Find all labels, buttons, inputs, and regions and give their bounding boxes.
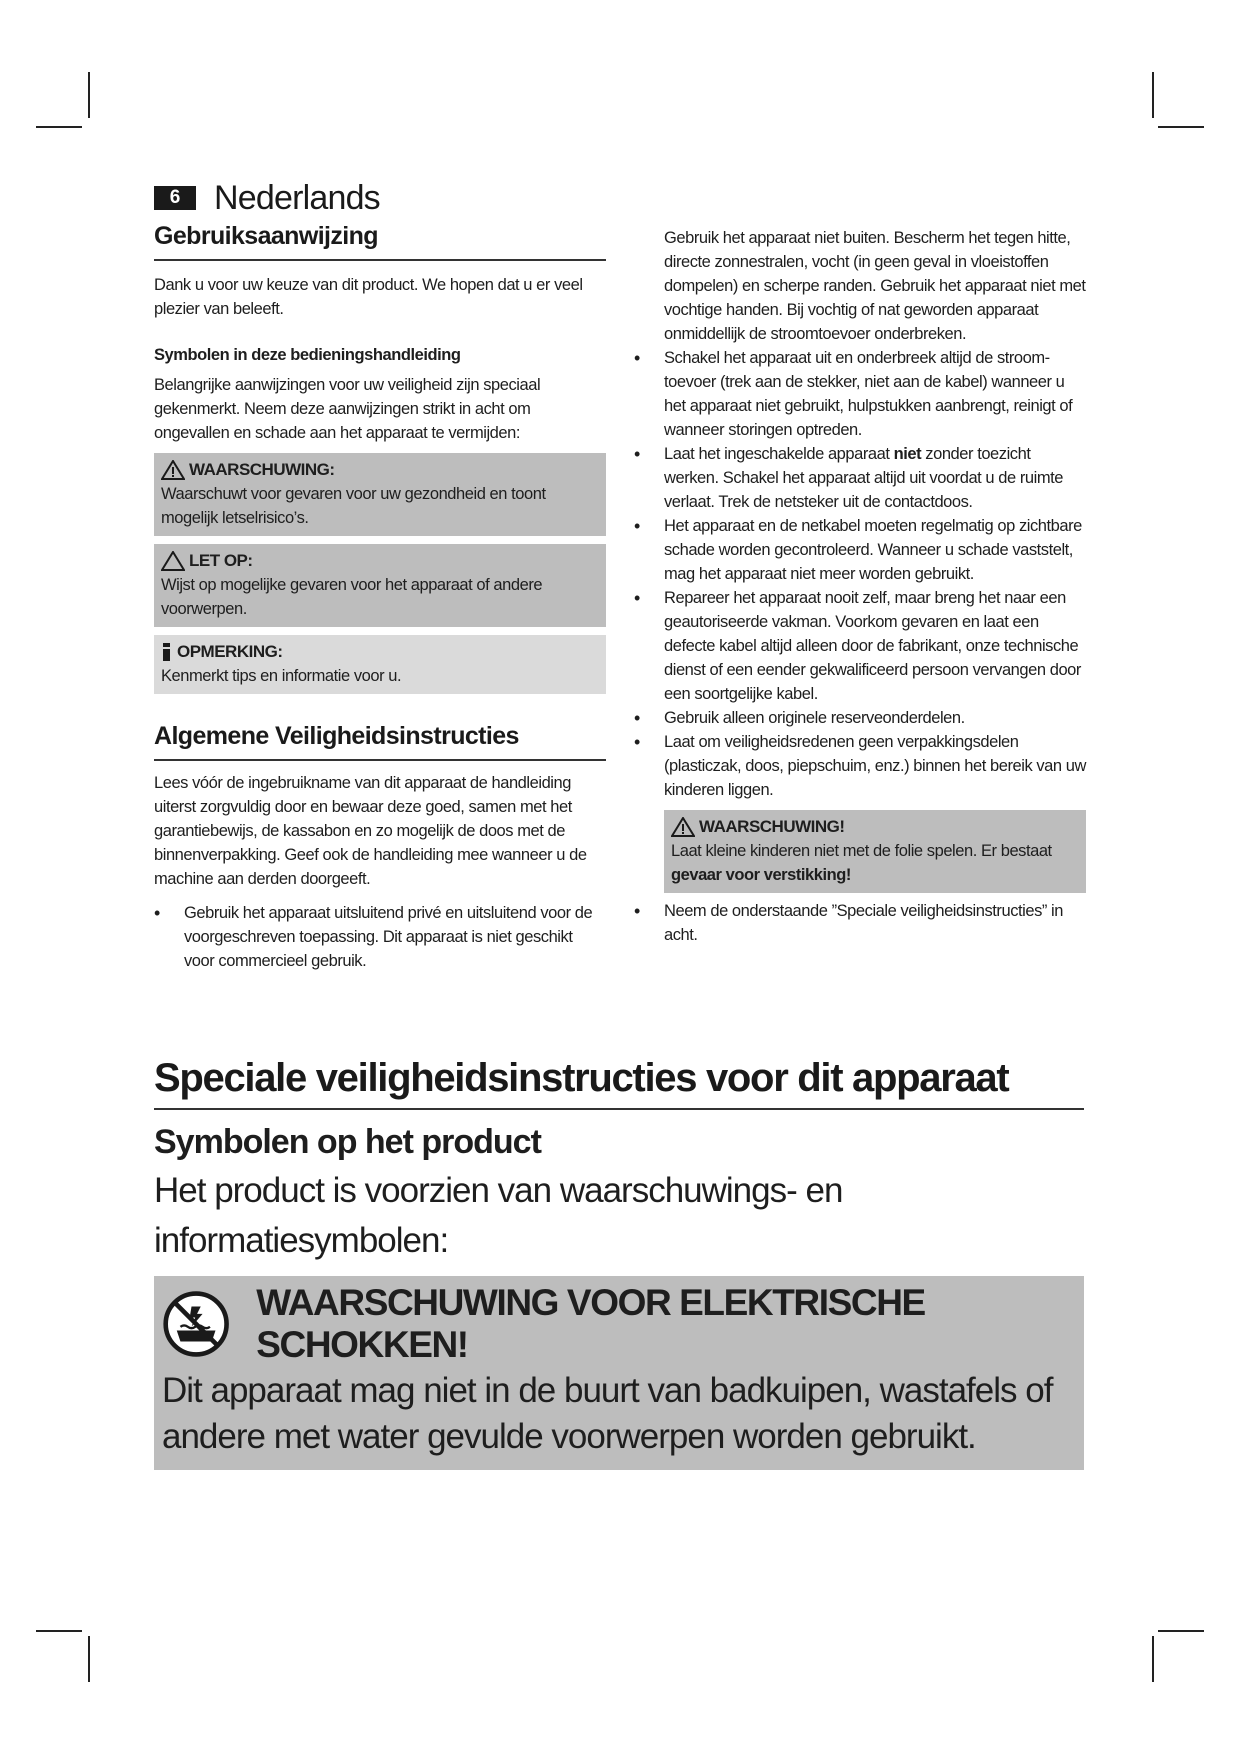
safety-title: Algemene Veiligheidsinstructies <box>154 722 606 761</box>
child-warning-text <box>671 839 1079 887</box>
page-header <box>154 178 380 218</box>
continued-text: Gebruik het apparaat niet buiten. Bescherm het tegen hitte, directe zonnestralen, vocht (in geen geval in vloeistoffen dompelen) en scherpe randen. Gebruik het apparaat niet met vochtige handen. Bij vochtig of nat geworden apparaat onmiddellijk de stroomtoevoer onderbreken. <box>664 229 1086 343</box>
warning-text: Waarschuwt voor gevaren voor uw gezondheid en toont mogelijk letselrisico’s. <box>161 485 546 527</box>
symbols-text: Belangrijke aanwijzingen voor uw veiligheid zijn speciaal gekenmerkt. Neem deze aanwijzingen strikt in acht om ongevallen en schade aan het apparaat te vermijden: <box>154 376 541 442</box>
crop-mark <box>1158 126 1204 128</box>
list-item-text: Laat het ingeschakelde apparaat <box>664 445 894 463</box>
warning-triangle-icon <box>161 460 185 480</box>
product-symbols-lead: Het product is voorzien van waarschuwings- en informatiesymbolen: <box>154 1171 843 1260</box>
crop-mark <box>88 1636 90 1682</box>
right-column <box>634 226 1086 947</box>
safety-intro: Lees vóór de ingebruikname van dit apparaat de handleiding uiterst zorgvuldig door en bewaar deze goed, samen met het garantiebewijs, de kassabon en zo mogelijk de doos met de binnenverpakking. Geef ook de handleiding mee wanneer u de machine aan derden doorgeeft. <box>154 774 587 888</box>
list-item: • Repareer het apparaat nooit zelf, maar breng het naar een geautoriseerde vakman. Voorkom gevaren en laat een defecte kabel altijd alleen door de fabrikant, onze technische dienst of een eender gekwalificeerd persoon vervangen door een soortgelijke kabel. <box>634 586 1086 706</box>
caution-text: Wijst op mogelijke gevaren voor het apparaat of andere voorwerpen. <box>161 576 543 618</box>
note-box <box>154 635 606 694</box>
info-icon <box>161 642 173 662</box>
caution-title: LET OP: <box>189 551 253 570</box>
special-title: Speciale veiligheidsinstructies voor dit apparaat <box>154 1050 1084 1110</box>
child-warning-box <box>664 810 1086 893</box>
caution-box <box>154 544 606 627</box>
crop-mark <box>36 126 82 128</box>
caution-triangle-icon <box>161 551 185 571</box>
list-item: • Schakel het apparaat uit en onderbreek altijd de stroom-toevoer (trek aan de stekker, niet aan de kabel) wanneer u het apparaat niet gebruikt, hulpstukken aanbrengt, reinigt of wanneer storingen optreden. <box>634 346 1086 442</box>
crop-mark <box>1152 1636 1154 1682</box>
right-bullets <box>634 346 1086 802</box>
list-item <box>634 442 1086 514</box>
special-section <box>154 1050 1084 1470</box>
warning-triangle-icon <box>671 817 695 837</box>
no-water-bath-icon <box>162 1287 230 1361</box>
crop-mark <box>1158 1630 1204 1632</box>
left-column <box>154 222 606 973</box>
list-item-text: zonder toezicht werken. Schakel het apparaat altijd uit voordat u de ruimte verlaat. Trek de netsteker uit de contactdoos. <box>664 445 1064 511</box>
note-title-row <box>161 640 599 664</box>
crop-mark <box>88 72 90 118</box>
warning-title-row <box>161 458 599 482</box>
shock-warning-text: Dit apparaat mag niet in de buurt van badkuipen, wastafels of andere met water gevulde voorwerpen worden gebruikt. <box>162 1371 1053 1456</box>
shock-warning-header <box>162 1284 1076 1364</box>
shock-warning-box <box>154 1276 1084 1470</box>
crop-mark <box>1152 72 1154 118</box>
list-item-emphasis: niet <box>893 445 922 463</box>
list-item: • Het apparaat en de netkabel moeten regelmatig op zichtbare schade worden gecontroleerd. Wanneer u schade vaststelt, mag het apparaat niet meer worden gebruikt. <box>634 514 1086 586</box>
note-title: OPMERKING: <box>177 642 283 661</box>
list-item: • Laat om veiligheidsredenen geen verpakkingsdelen (plasticzak, doos, piepschuim, enz.) binnen het bereik van uw kinderen liggen. <box>634 730 1086 802</box>
child-warning-title-row <box>671 815 1079 839</box>
child-warning-body: Laat kleine kinderen niet met de folie spelen. Er bestaat <box>671 842 1052 860</box>
caution-title-row <box>161 549 599 573</box>
right-bullets-end <box>634 899 1086 947</box>
note-text: Kenmerkt tips en informatie voor u. <box>161 667 402 685</box>
shock-warning-title: WAARSCHUWING VOOR ELEKTRISCHE SCHOKKEN! <box>256 1282 925 1365</box>
product-symbols-title: Symbolen op het product <box>154 1123 541 1161</box>
warning-title: WAARSCHUWING: <box>189 460 335 479</box>
list-item: • Gebruik alleen originele reserveonderdelen. <box>634 706 1086 730</box>
crop-mark <box>36 1630 82 1632</box>
child-warning-emphasis: gevaar voor verstikking! <box>671 866 851 884</box>
list-item: • Gebruik het apparaat uitsluitend privé en uitsluitend voor de voorgeschreven toepassing. Dit apparaat is niet geschikt voor commercieel gebruik. <box>154 901 606 973</box>
list-item: • Neem de onderstaande ”Speciale veiligheidsinstructies” in acht. <box>634 899 1086 947</box>
language-title: Nederlands <box>214 178 380 217</box>
usage-intro: Dank u voor uw keuze van dit product. We hopen dat u er veel plezier van beleeft. <box>154 276 583 318</box>
page-number: 6 <box>154 186 196 210</box>
symbols-title: Symbolen in deze bedieningshandleiding <box>154 346 461 364</box>
usage-title: Gebruiksaanwijzing <box>154 222 606 261</box>
child-warning-title: WAARSCHUWING! <box>699 817 845 836</box>
warning-box <box>154 453 606 536</box>
safety-bullets <box>154 901 606 973</box>
